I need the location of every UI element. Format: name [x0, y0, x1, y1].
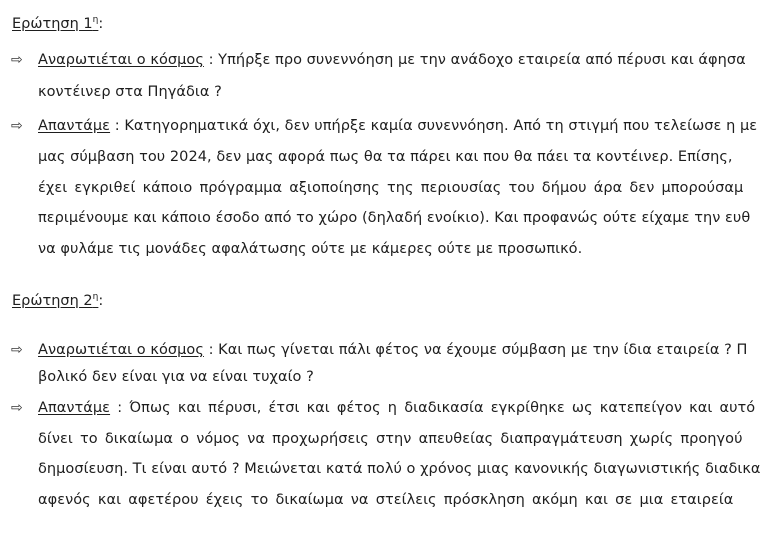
question-1-answer-line-1 — [38, 116, 757, 136]
question-1-answer-line-5: να φυλάμε τις μονάδες αφαλάτωσης ούτε με κάμερες ούτε με προσωπικό. — [38, 241, 583, 257]
question-2-ask-line-1 — [38, 340, 747, 360]
separator: : — [203, 342, 219, 358]
question-1-heading — [12, 14, 103, 34]
question-2-ask-line-2: βολικό δεν είναι για να είναι τυχαίο ? — [38, 369, 314, 385]
question-1-ask-line-1 — [38, 50, 746, 70]
heading-colon: : — [98, 16, 104, 32]
heading-colon: : — [98, 293, 104, 309]
question-1-answer-line-4: περιμένουμε και κάποιο έσοδο από το χώρο (δηλαδή ενοίκιο). Και προφανώς ούτε είχαμε την ευθ — [38, 210, 751, 226]
arrow-bullet-icon: ⇨ — [11, 118, 23, 134]
question-2-heading — [12, 291, 103, 311]
text-line: Όπως και πέρυσι, έτσι και φέτος η διαδικασία εγκρίθηκε ως κατεπείγον και αυτό — [129, 400, 756, 416]
question-2-heading-text: Ερώτηση 2 — [12, 293, 93, 309]
question-2-answer-line-4: αφενός και αφετέρου έχεις το δικαίωμα να στείλεις πρόσκληση ακόμη και σε μια εταιρεία — [38, 492, 734, 508]
ask-label: Αναρωτιέται ο κόσμος — [38, 342, 204, 358]
arrow-bullet-icon: ⇨ — [11, 52, 23, 68]
question-2-answer-line-3: δημοσίευση. Τι είναι αυτό ? Μειώνεται κατά πολύ ο χρόνος μιας κανονικής διαγωνιστικής διαδικα — [38, 461, 761, 477]
arrow-bullet-icon: ⇨ — [11, 342, 23, 358]
question-1-answer-line-3: έχει εγκριθεί κάποιο πρόγραμμα αξιοποίησης της περιουσίας του δήμου άρα δεν μπορούσαμ — [38, 180, 744, 196]
text-line: Και πως γίνεται πάλι φέτος να έχουμε σύμβαση με την ίδια εταιρεία ? Π — [218, 342, 748, 358]
ask-label: Αναρωτιέται ο κόσμος — [38, 52, 204, 68]
question-2-answer-line-1 — [38, 398, 755, 418]
separator: : — [110, 118, 125, 134]
text-line: Υπήρξε προ συνεννόηση με την ανάδοχο εταιρεία από πέρυσι και άφησα — [218, 52, 746, 68]
question-2-answer-line-2: δίνει το δικαίωμα ο νόμος να προχωρήσεις στην απευθείας διαπραγμάτευση χωρίς προηγού — [38, 431, 743, 447]
question-1-heading-text: Ερώτηση 1 — [12, 16, 93, 32]
separator: : — [110, 400, 130, 416]
question-1-answer-line-2: μας σύμβαση του 2024, δεν μας αφορά πως θα τα πάρει και που θα πάει τα κοντέινερ. Επίσης, — [38, 149, 733, 165]
separator: : — [203, 52, 219, 68]
question-1-ask-line-2: κοντέινερ στα Πηγάδια ? — [38, 84, 222, 100]
ordinal-superscript: η — [92, 15, 99, 26]
text-line: Κατηγορηματικά όχι, δεν υπήρξε καμία συνεννόηση. Από τη στιγμή που τελείωσε η με — [124, 118, 758, 134]
answer-label: Απαντάμε — [38, 400, 111, 416]
ordinal-superscript: η — [92, 292, 99, 303]
arrow-bullet-icon: ⇨ — [11, 400, 23, 416]
answer-label: Απαντάμε — [38, 118, 111, 134]
